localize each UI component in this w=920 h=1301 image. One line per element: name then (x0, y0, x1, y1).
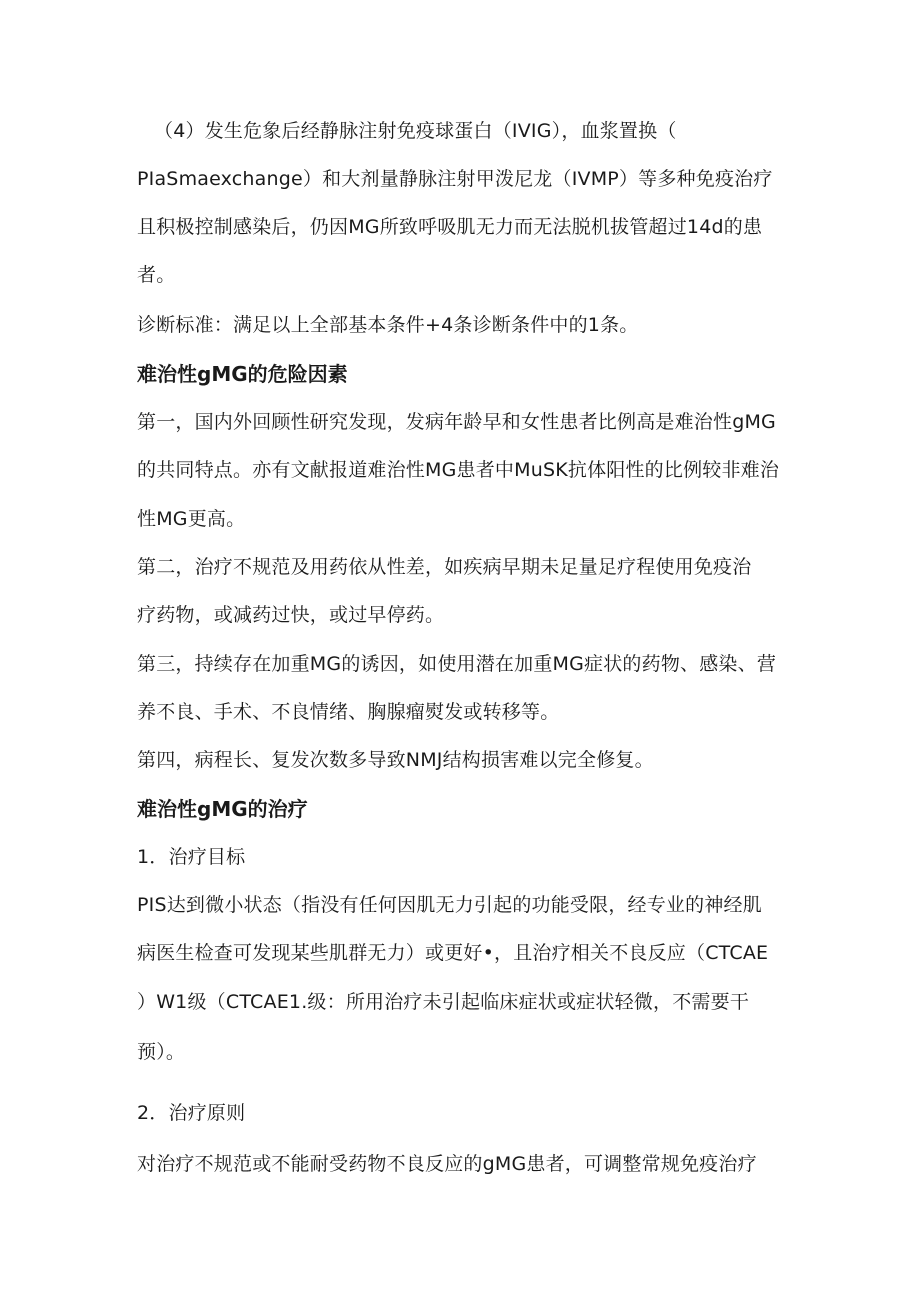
treatment-goal-line-3: ）W1级（CTCAE1.级：所用治疗未引起临床症状或症状轻微，不需要干 (137, 991, 750, 1013)
treatment-goal-line-1: PIS达到微小状态（指没有任何因肌无力引起的功能受限，经专业的神经肌 (137, 894, 762, 916)
treatment-goal-line-2: 病医生检查可发现某些肌群无力）或更好•，且治疗相关不良反应（CTCAE (137, 942, 769, 964)
risk-second-line-2: 疗药物，或减药过快，或过早停药。 (137, 604, 445, 626)
paragraph-4-line-3: 且积极控制感染后，仍因MG所致呼吸肌无力而无法脱机拔管超过14d的患 (137, 216, 763, 238)
treatment-principle-line-1: 对治疗不规范或不能耐受药物不良反应的gMG患者，可调整常规免疫治疗 (137, 1153, 757, 1175)
risk-fourth: 第四，病程长、复发次数多导致NMJ结构损害难以完全修复。 (137, 749, 654, 771)
risk-first-line-2: 的共同特点。亦有文献报道难治性MG患者中MuSK抗体阳性的比例较非难治 (137, 459, 780, 481)
diagnosis-criteria: 诊断标准：满足以上全部基本条件+4条诊断条件中的1条。 (137, 314, 639, 336)
risk-first-line-3: 性MG更高。 (137, 508, 246, 530)
risk-first-line-1: 第一，国内外回顾性研究发现，发病年龄早和女性患者比例高是难治性gMG (137, 411, 776, 433)
risk-third-line-1: 第三，持续存在加重MG的诱因，如使用潜在加重MG症状的药物、感染、营 (137, 653, 777, 675)
paragraph-4-line-2: PIaSmaexchange）和大剂量静脉注射甲泼尼龙（IVMP）等多种免疫治疗 (137, 168, 773, 190)
treatment-goal-line-4: 预）。 (137, 1041, 186, 1063)
section-heading-risk-factors: 难治性gMG的危险因素 (137, 362, 348, 386)
treatment-goal-title: 1．治疗目标 (137, 846, 246, 868)
treatment-principle-title: 2．治疗原则 (137, 1102, 246, 1124)
risk-second-line-1: 第二，治疗不规范及用药依从性差，如疾病早期未足量足疗程使用免疫治 (137, 556, 752, 578)
paragraph-4-line-4: 者。 (137, 264, 176, 286)
paragraph-4-line-1: （4）发生危象后经静脉注射免疫球蛋白（IVIG），血浆置换（ (154, 120, 677, 142)
section-heading-treatment: 难治性gMG的治疗 (137, 797, 308, 821)
risk-third-line-2: 养不良、手术、不良情绪、胸腺瘤熨发或转移等。 (137, 701, 560, 723)
